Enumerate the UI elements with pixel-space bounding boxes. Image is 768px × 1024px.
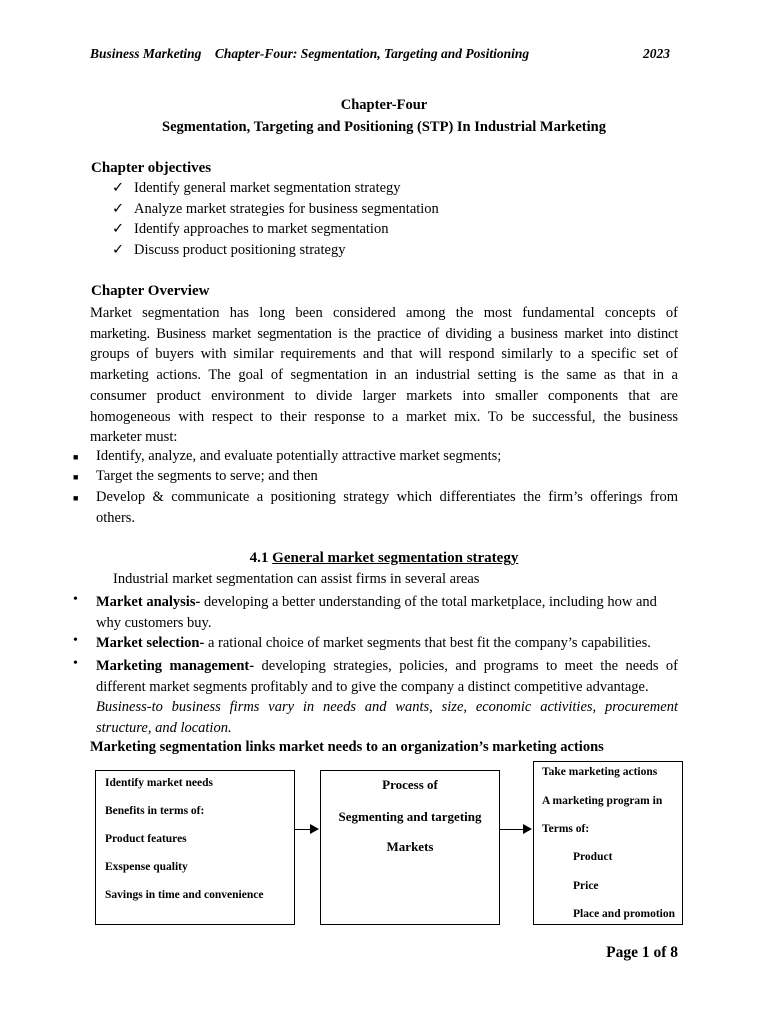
bullet-term: Market analysis- xyxy=(96,594,201,610)
box-line: Product xyxy=(573,851,613,863)
overview-heading: Chapter Overview xyxy=(91,283,210,299)
marketing-actions-box xyxy=(533,761,683,925)
overview-paragraph xyxy=(90,303,678,448)
section-bullet xyxy=(96,633,678,654)
bullet-dot-icon: • xyxy=(73,592,78,607)
objectives-heading: Chapter objectives xyxy=(91,160,212,176)
checkmark-icon: ✓ xyxy=(112,201,125,217)
header-year: 2023 xyxy=(643,46,670,61)
box-line: Identify market needs xyxy=(105,777,213,789)
objective-item: ✓ Discuss product positioning strategy xyxy=(112,242,346,258)
square-bullet-icon: ■ xyxy=(73,493,79,503)
italic-note: Business-to business firms vary in needs and wants, size, economic activities, procurement structure, and location. xyxy=(96,699,678,736)
paragraph-line: consumer product environment to divide larger markets into smaller components that are xyxy=(90,387,678,404)
bullet-dot-icon: • xyxy=(73,656,78,671)
bullet-text: developing strategies, policies, and programs to meet the needs of different market segments profitably and to give the company a distinct competitive advantage. xyxy=(96,658,678,695)
market-needs-box xyxy=(95,770,295,925)
bullet-term: Market selection- xyxy=(96,635,205,651)
bullet-dot-icon: • xyxy=(73,633,78,648)
box-line: Markets xyxy=(386,839,434,854)
box-line: Terms of: xyxy=(542,823,590,835)
overview-bullet: Target the segments to serve; and then xyxy=(96,468,318,484)
running-header xyxy=(90,46,670,62)
box-line: Place and promotion xyxy=(573,908,676,920)
square-bullet-icon: ■ xyxy=(73,452,79,462)
bullet-term: Marketing management- xyxy=(96,658,255,674)
paragraph-line: marketer must: xyxy=(90,429,178,446)
bullet-text: developing a better understanding of the total marketplace, including how and why customers buy. xyxy=(96,594,657,631)
paragraph-line: homogeneous with respect to their response to a market mix. To be successful, the business xyxy=(90,408,678,425)
box-line: Price xyxy=(573,880,599,892)
section-heading xyxy=(0,550,768,567)
paragraph-line: Market segmentation has long been considered among the most fundamental concepts of xyxy=(90,305,678,321)
objective-item: ✓ Identify approaches to market segmentation xyxy=(112,221,389,237)
paragraph-line: marketing. Business market segmentation is the practice of dividing a business market into distinct xyxy=(90,325,678,342)
arrow-line xyxy=(500,829,524,830)
page-number: Page 1 of 8 xyxy=(606,944,678,961)
checkmark-icon: ✓ xyxy=(112,180,125,196)
paragraph-line: marketing actions. The goal of segmentation in an industrial setting is the same as that in a xyxy=(90,367,678,384)
box-line: Process of xyxy=(382,777,438,792)
section-bullet xyxy=(96,592,678,633)
header-title: Business Marketing Chapter-Four: Segmentation, Targeting and Positioning xyxy=(90,46,530,61)
box-line: Take marketing actions xyxy=(542,766,658,778)
bullet-text: a rational choice of market segments that best fit the company’s capabilities. xyxy=(204,635,651,651)
overview-bullet: Develop & communicate a positioning strategy which differentiates the firm’s offerings from xyxy=(96,489,678,505)
overview-bullet-continuation: others. xyxy=(96,510,136,526)
arrow-line xyxy=(295,829,311,830)
box-line: Benefits in terms of: xyxy=(105,805,205,817)
section-title: General market segmentation strategy xyxy=(272,550,519,566)
checkmark-icon: ✓ xyxy=(112,221,125,237)
square-bullet-icon: ■ xyxy=(73,472,79,482)
box-line: Exspense quality xyxy=(105,861,188,873)
objective-item: ✓ Identify general market segmentation strategy xyxy=(112,180,401,196)
chapter-subtitle: Segmentation, Targeting and Positioning (STP) In Industrial Marketing xyxy=(162,119,606,135)
checkmark-icon: ✓ xyxy=(112,242,125,258)
section-number: 4.1 xyxy=(249,550,269,566)
arrow-right-icon xyxy=(310,824,319,834)
section-intro: Industrial market segmentation can assist firms in several areas xyxy=(113,571,480,587)
section-bullet xyxy=(96,656,678,697)
box-line: A marketing program in xyxy=(542,795,663,807)
arrow-right-icon xyxy=(523,824,532,834)
chapter-title: Chapter-Four xyxy=(340,97,428,113)
paragraph-line: groups of buyers with similar requirements and that will respond similarly to a specific set of xyxy=(90,346,678,363)
box-line: Product features xyxy=(105,833,187,845)
box-line: Savings in time and convenience xyxy=(105,889,264,901)
process-box xyxy=(320,770,500,925)
diagram-heading: Marketing segmentation links market needs to an organization’s marketing actions xyxy=(90,739,604,755)
overview-bullet: Identify, analyze, and evaluate potentially attractive market segments; xyxy=(96,448,502,464)
objective-item: ✓ Analyze market strategies for business segmentation xyxy=(112,201,439,217)
box-line: Segmenting and targeting xyxy=(338,809,482,824)
